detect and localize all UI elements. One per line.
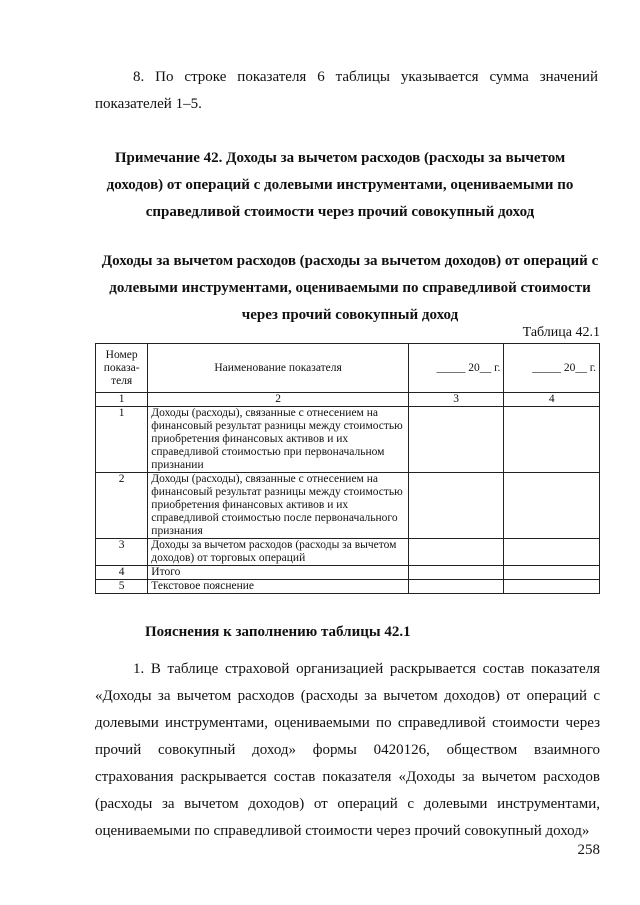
row-value <box>408 473 504 539</box>
paragraph-8: 8. По строке показателя 6 таблицы указывается сумма значений показателей 1–5. <box>95 69 598 112</box>
index-cell: 1 <box>96 393 148 407</box>
table-row <box>96 407 600 473</box>
row-num: 1 <box>96 407 148 473</box>
table-heading: Доходы за вычетом расходов (расходы за вычетом доходов) от операций с долевыми инструментами, оцениваемыми по справедливой стоимости через прочий совокупный доход <box>101 253 599 323</box>
row-name: Итого <box>148 566 409 580</box>
table-row <box>96 566 600 580</box>
header-num: Номер показа-теля <box>96 344 148 393</box>
table-row <box>96 473 600 539</box>
row-value <box>408 580 504 594</box>
row-value <box>504 473 600 539</box>
table-label: Таблица 42.1 <box>522 325 600 340</box>
table-row <box>96 539 600 566</box>
row-name: Доходы за вычетом расходов (расходы за вычетом доходов) от торговых операций <box>148 539 409 566</box>
row-name: Доходы (расходы), связанные с отнесением на финансовый результат разницы между стоимостью приобретения финансовых активов и их справедливой стоимостью при первоначальном признании <box>148 407 409 473</box>
header-col3: _____ 20__ г. <box>408 344 504 393</box>
row-value <box>504 566 600 580</box>
index-cell: 4 <box>504 393 600 407</box>
row-num: 5 <box>96 580 148 594</box>
header-name: Наименование показателя <box>148 344 409 393</box>
page-number: 258 <box>577 842 600 858</box>
row-value <box>504 580 600 594</box>
row-num: 3 <box>96 539 148 566</box>
header-col4: _____ 20__ г. <box>504 344 600 393</box>
table-index-row <box>96 393 600 407</box>
index-cell: 2 <box>148 393 409 407</box>
note-title: Примечание 42. Доходы за вычетом расходов (расходы за вычетом доходов) от операций с долевыми инструментами, оцениваемыми по справедливой стоимости через прочий совокупный доход <box>106 150 574 220</box>
explanations-heading: Пояснения к заполнению таблицы 42.1 <box>145 624 411 640</box>
row-name: Доходы (расходы), связанные с отнесением на финансовый результат разницы между стоимостью приобретения финансовых активов и их справедливой стоимостью после первоначального признания <box>148 473 409 539</box>
row-value <box>408 407 504 473</box>
table-row <box>96 580 600 594</box>
row-name: Текстовое пояснение <box>148 580 409 594</box>
row-value <box>504 539 600 566</box>
row-value <box>504 407 600 473</box>
data-table <box>95 343 600 594</box>
row-num: 4 <box>96 566 148 580</box>
row-value <box>408 566 504 580</box>
explanation-paragraph: 1. В таблице страховой организацией раскрывается состав показателя «Доходы за вычетом расходов (расходы за вычетом доходов) от операций с долевыми инструментами, оцениваемыми по справедливой стоимости через прочий совокупный доход» формы 0420126, обществом взаимного страхования раскрывается состав показателя «Доходы за вычетом расходов (расходы за вычетом доходов) от операций с долевыми инструментами, оцениваемыми по справедливой стоимости через прочий совокупный доход» <box>95 661 600 839</box>
index-cell: 3 <box>408 393 504 407</box>
row-value <box>408 539 504 566</box>
table-header-row <box>96 344 600 393</box>
row-num: 2 <box>96 473 148 539</box>
